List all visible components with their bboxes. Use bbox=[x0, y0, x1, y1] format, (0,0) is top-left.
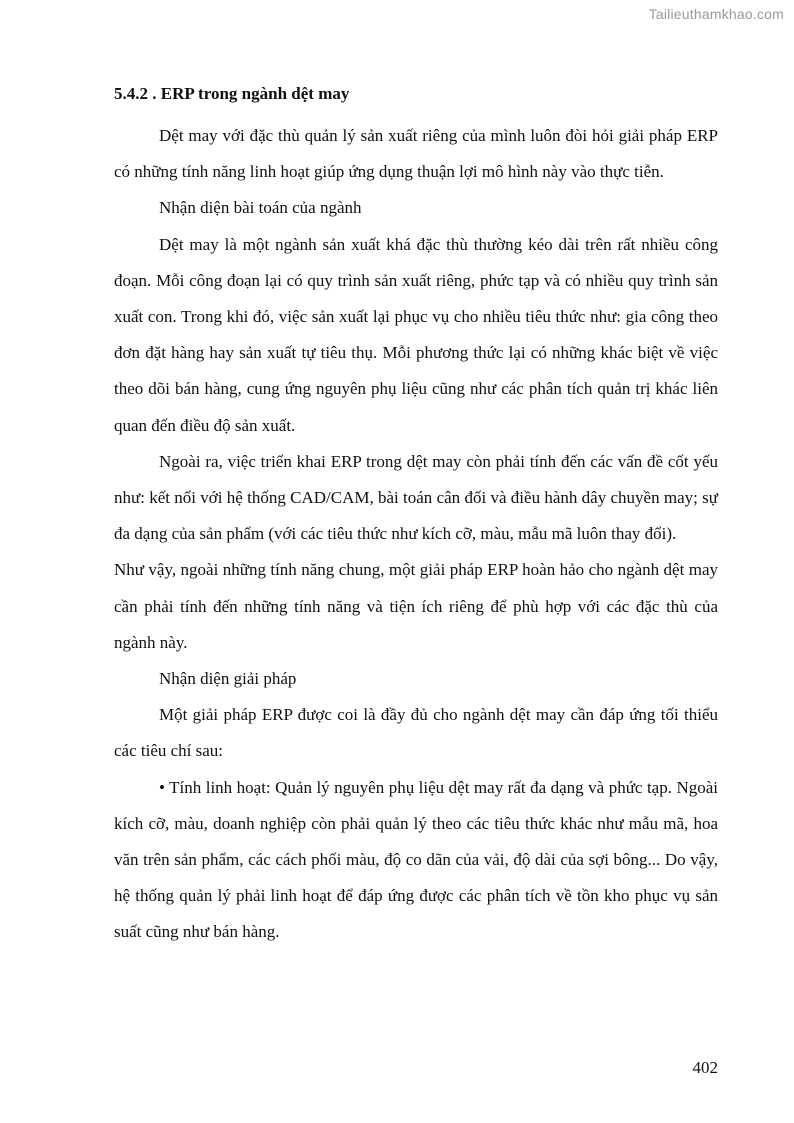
bullet-flexibility: • Tính linh hoạt: Quản lý nguyên phụ liệu dệt may rất đa dạng và phức tạp. Ngoài kích cỡ, màu, doanh nghiệp còn phải quản lý theo các tiêu thức khác như mẫu mã, hoa văn trên sản phẩm, các cách phối màu, độ co dãn của vải, độ dài của sợi bông... Do vậy, hệ thống quản lý phải linh hoạt để đáp ứng được các phân tích về tồn kho phục vụ sản suất cũng như bán hàng. bbox=[114, 777, 718, 942]
page-content bbox=[114, 82, 718, 951]
watermark-text: Tailieuthamkhao.com bbox=[648, 6, 784, 22]
page-number: 402 bbox=[692, 1058, 718, 1077]
paragraph-problem: Dệt may là một ngành sản xuất khá đặc thù thường kéo dài trên rất nhiều công đoạn. Mỗi công đoạn lại có quy trình sản xuất riêng, phức tạp và có nhiều quy trình sản xuất con. Trong khi đó, việc sản xuất lại phục vụ cho nhiều tiêu thức như: gia công theo đơn đặt hàng hay sản xuất tự tiêu thụ. Mỗi phương thức lại có những khác biệt về việc theo dõi bán hàng, cung ứng nguyên phụ liệu cũng như các phân tích quản trị khác liên quan đến điều độ sản xuất. bbox=[114, 234, 718, 435]
paragraph-summary: Như vậy, ngoài những tính năng chung, một giải pháp ERP hoàn hảo cho ngành dệt may cần phải tính đến những tính năng và tiện ích riêng để phù hợp với các đặc thù của ngành này. bbox=[114, 560, 718, 652]
subheading-solution: Nhận diện giải pháp bbox=[159, 669, 297, 689]
subheading-problem: Nhận diện bài toán của ngành bbox=[159, 198, 362, 218]
paragraph-additional: Ngoài ra, việc triển khai ERP trong dệt may còn phải tính đến các vấn đề cốt yếu như: kết nối với hệ thống CAD/CAM, bài toán cân đối và điều hành dây chuyền may; sự đa dạng của sản phẩm (với các tiêu thức như kích cỡ, màu, mẫu mã luôn thay đổi). bbox=[114, 451, 718, 544]
paragraph-criteria: Một giải pháp ERP được coi là đầy đủ cho ngành dệt may cần đáp ứng tối thiểu các tiêu chí sau: bbox=[114, 705, 718, 761]
paragraph-intro: Dệt may với đặc thù quản lý sản xuất riêng của mình luôn đòi hỏi giải pháp ERP có những tính năng linh hoạt giúp ứng dụng thuận lợi mô hình này vào thực tiễn. bbox=[114, 126, 718, 182]
section-heading: 5.4.2 . ERP trong ngành dệt may bbox=[114, 84, 350, 103]
